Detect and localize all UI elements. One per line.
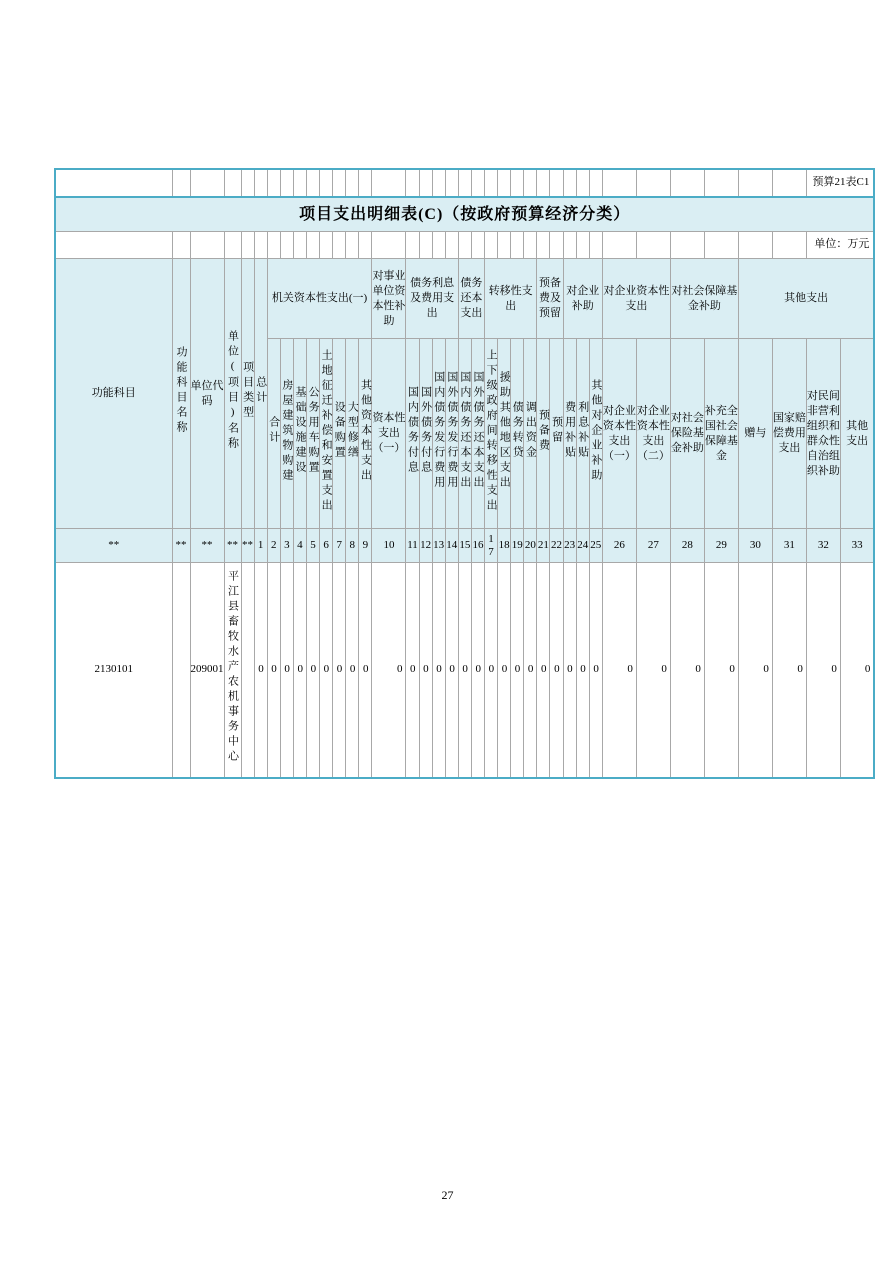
blank-cell bbox=[280, 232, 293, 259]
grand-total-header: 总计 bbox=[254, 259, 267, 529]
blank-cell bbox=[471, 232, 484, 259]
code-cell: 6 bbox=[320, 529, 333, 563]
blank-cell bbox=[346, 232, 359, 259]
blank-cell bbox=[738, 232, 772, 259]
value-cell: 0 bbox=[589, 563, 602, 778]
group-header-cell: 转移性支出 bbox=[485, 259, 537, 339]
value-cell: 0 bbox=[704, 563, 738, 778]
value-cell: 0 bbox=[772, 563, 806, 778]
value-cell: 0 bbox=[840, 563, 874, 778]
column-header-cell: 其他对企业补助 bbox=[589, 339, 602, 529]
blank-cell bbox=[241, 232, 254, 259]
blank-cell bbox=[563, 169, 576, 197]
blank-cell bbox=[589, 169, 602, 197]
code-cell: 29 bbox=[704, 529, 738, 563]
page-number: 27 bbox=[441, 1188, 454, 1202]
value-cell: 0 bbox=[333, 563, 346, 778]
code-cell: 12 bbox=[419, 529, 432, 563]
column-header-cell: 房屋建筑物购建 bbox=[280, 339, 293, 529]
column-header-cell: 国外债务发行费用 bbox=[445, 339, 458, 529]
blank-cell bbox=[550, 169, 563, 197]
blank-cell bbox=[432, 169, 445, 197]
blank-cell bbox=[406, 169, 419, 197]
blank-cell bbox=[267, 169, 280, 197]
code-cell: 1 bbox=[254, 529, 267, 563]
blank-cell bbox=[576, 232, 589, 259]
value-cell: 0 bbox=[280, 563, 293, 778]
column-header-cell: 国内债务还本支出 bbox=[458, 339, 471, 529]
value-cell: 0 bbox=[498, 563, 511, 778]
code-cell: 11 bbox=[406, 529, 419, 563]
blank-cell bbox=[537, 169, 550, 197]
column-header-cell: 公务用车购置 bbox=[306, 339, 319, 529]
value-cell: 0 bbox=[458, 563, 471, 778]
code-cell: 28 bbox=[670, 529, 704, 563]
column-header-cell: 预留 bbox=[550, 339, 563, 529]
blank-cell bbox=[537, 232, 550, 259]
column-header-cell: 调出资金 bbox=[524, 339, 537, 529]
column-header-cell: 债务转贷 bbox=[511, 339, 524, 529]
blank-cell bbox=[602, 232, 636, 259]
column-codes-row bbox=[55, 529, 874, 563]
blank-cell bbox=[224, 232, 241, 259]
value-cell: 0 bbox=[550, 563, 563, 778]
value-cell: 0 bbox=[372, 563, 406, 778]
blank-cell bbox=[406, 232, 419, 259]
blank-cell bbox=[333, 232, 346, 259]
budget-sheet bbox=[54, 168, 875, 779]
blank-cell bbox=[445, 169, 458, 197]
code-cell: 27 bbox=[636, 529, 670, 563]
project-expenditure-table bbox=[54, 168, 875, 779]
blank-cell bbox=[485, 232, 498, 259]
group-header-cell: 对企业补助 bbox=[563, 259, 602, 339]
column-header-cell: 大型修缮 bbox=[346, 339, 359, 529]
group-header-cell: 债务利息及费用支出 bbox=[406, 259, 458, 339]
value-cell: 0 bbox=[471, 563, 484, 778]
blank-cell bbox=[498, 232, 511, 259]
code-cell: ** bbox=[190, 529, 224, 563]
column-header-cell: 国内债务付息 bbox=[406, 339, 419, 529]
group-header-row bbox=[55, 259, 874, 339]
code-cell: 10 bbox=[372, 529, 406, 563]
column-header-cell: 对民间非营利组织和群众性自治组织补助 bbox=[806, 339, 840, 529]
blank-cell bbox=[267, 232, 280, 259]
code-cell: 25 bbox=[589, 529, 602, 563]
blank-cell bbox=[670, 232, 704, 259]
blank-cell bbox=[224, 169, 241, 197]
table-tag: 预算21表C1 bbox=[806, 169, 874, 197]
blank-cell bbox=[485, 169, 498, 197]
code-cell: 16 bbox=[471, 529, 484, 563]
column-header-cell: 费用补贴 bbox=[563, 339, 576, 529]
code-cell: 23 bbox=[563, 529, 576, 563]
blank-cell bbox=[704, 232, 738, 259]
unit-note: 单位：万元 bbox=[806, 232, 874, 259]
blank-cell bbox=[320, 169, 333, 197]
group-header-cell: 债务还本支出 bbox=[458, 259, 484, 339]
code-cell: 17 bbox=[485, 529, 498, 563]
value-cell: 0 bbox=[485, 563, 498, 778]
value-cell: 0 bbox=[511, 563, 524, 778]
code-cell: 13 bbox=[432, 529, 445, 563]
blank-cell bbox=[372, 169, 406, 197]
code-cell: 32 bbox=[806, 529, 840, 563]
blank-cell bbox=[670, 169, 704, 197]
func-name-cell bbox=[172, 563, 190, 778]
blank-cell bbox=[524, 169, 537, 197]
value-cell: 0 bbox=[359, 563, 372, 778]
blank-cell bbox=[772, 169, 806, 197]
code-cell: 7 bbox=[333, 529, 346, 563]
group-header-cell: 对社会保障基金补助 bbox=[670, 259, 738, 339]
table-tag-row bbox=[55, 169, 874, 197]
blank-cell bbox=[636, 169, 670, 197]
value-cell: 0 bbox=[636, 563, 670, 778]
value-cell: 0 bbox=[602, 563, 636, 778]
value-cell: 0 bbox=[670, 563, 704, 778]
code-cell: 22 bbox=[550, 529, 563, 563]
code-cell: ** bbox=[224, 529, 241, 563]
value-cell: 0 bbox=[806, 563, 840, 778]
value-cell: 0 bbox=[293, 563, 306, 778]
blank-cell bbox=[55, 169, 172, 197]
column-header-cell: 国内债务发行费用 bbox=[432, 339, 445, 529]
blank-cell bbox=[511, 232, 524, 259]
value-cell: 0 bbox=[406, 563, 419, 778]
column-header-cell: 赠与 bbox=[738, 339, 772, 529]
blank-cell bbox=[293, 169, 306, 197]
blank-cell bbox=[511, 169, 524, 197]
value-cell: 0 bbox=[563, 563, 576, 778]
blank-cell bbox=[254, 169, 267, 197]
blank-cell bbox=[320, 232, 333, 259]
value-cell: 0 bbox=[432, 563, 445, 778]
column-header-cell: 国外债务还本支出 bbox=[471, 339, 484, 529]
column-header-cell: 资本性支出（一） bbox=[372, 339, 406, 529]
blank-cell bbox=[55, 232, 172, 259]
column-header-cell: 预备费 bbox=[537, 339, 550, 529]
code-cell: 20 bbox=[524, 529, 537, 563]
code-cell: 15 bbox=[458, 529, 471, 563]
blank-cell bbox=[254, 232, 267, 259]
code-cell: 8 bbox=[346, 529, 359, 563]
page-title: 项目支出明细表(C)（按政府预算经济分类） bbox=[55, 197, 874, 232]
code-cell: 26 bbox=[602, 529, 636, 563]
column-header-cell: 对企业资本性支出（二） bbox=[636, 339, 670, 529]
value-cell: 0 bbox=[576, 563, 589, 778]
value-cell: 0 bbox=[524, 563, 537, 778]
value-cell: 0 bbox=[267, 563, 280, 778]
column-header-cell: 上下级政府间转移性支出 bbox=[485, 339, 498, 529]
code-cell: 19 bbox=[511, 529, 524, 563]
blank-cell bbox=[589, 232, 602, 259]
blank-cell bbox=[190, 232, 224, 259]
blank-cell bbox=[445, 232, 458, 259]
code-cell: 4 bbox=[293, 529, 306, 563]
blank-cell bbox=[293, 232, 306, 259]
code-cell: 2 bbox=[267, 529, 280, 563]
blank-cell bbox=[241, 169, 254, 197]
group-header-cell: 机关资本性支出(一) bbox=[267, 259, 372, 339]
column-header-cell: 援助其他地区支出 bbox=[498, 339, 511, 529]
column-header-cell: 国家赔偿费用支出 bbox=[772, 339, 806, 529]
blank-cell bbox=[458, 169, 471, 197]
blank-cell bbox=[306, 232, 319, 259]
blank-cell bbox=[772, 232, 806, 259]
blank-cell bbox=[359, 169, 372, 197]
value-cell: 0 bbox=[738, 563, 772, 778]
blank-cell bbox=[346, 169, 359, 197]
code-cell: ** bbox=[172, 529, 190, 563]
blank-cell bbox=[550, 232, 563, 259]
code-cell: 18 bbox=[498, 529, 511, 563]
group-header-cell: 对企业资本性支出 bbox=[602, 259, 670, 339]
code-cell: 3 bbox=[280, 529, 293, 563]
blank-cell bbox=[563, 232, 576, 259]
blank-cell bbox=[280, 169, 293, 197]
table-title-row bbox=[55, 197, 874, 232]
func-subject-header: 功能科目 bbox=[55, 259, 172, 529]
column-header-cell: 对企业资本性支出（一） bbox=[602, 339, 636, 529]
blank-cell bbox=[432, 232, 445, 259]
code-cell: ** bbox=[241, 529, 254, 563]
unit-code-cell: 209001 bbox=[190, 563, 224, 778]
value-cell: 0 bbox=[254, 563, 267, 778]
blank-cell bbox=[636, 232, 670, 259]
code-cell: 21 bbox=[537, 529, 550, 563]
func-name-header: 功能科目名称 bbox=[172, 259, 190, 529]
column-header-cell: 对社会保险基金补助 bbox=[670, 339, 704, 529]
blank-cell bbox=[372, 232, 406, 259]
code-cell: 5 bbox=[306, 529, 319, 563]
value-cell: 0 bbox=[306, 563, 319, 778]
blank-cell bbox=[190, 169, 224, 197]
value-cell: 0 bbox=[537, 563, 550, 778]
value-cell: 0 bbox=[445, 563, 458, 778]
unit-name-header: 单位(项目)名称 bbox=[224, 259, 241, 529]
unit-code-header: 单位代码 bbox=[190, 259, 224, 529]
blank-cell bbox=[458, 232, 471, 259]
blank-cell bbox=[172, 169, 190, 197]
blank-cell bbox=[419, 169, 432, 197]
blank-cell bbox=[576, 169, 589, 197]
column-header-cell: 其他资本性支出 bbox=[359, 339, 372, 529]
value-cell: 0 bbox=[419, 563, 432, 778]
column-header-cell: 国外债务付息 bbox=[419, 339, 432, 529]
blank-cell bbox=[471, 169, 484, 197]
blank-cell bbox=[498, 169, 511, 197]
code-cell: 30 bbox=[738, 529, 772, 563]
group-header-cell: 其他支出 bbox=[738, 259, 874, 339]
data-row bbox=[55, 563, 874, 778]
blank-cell bbox=[172, 232, 190, 259]
blank-cell bbox=[359, 232, 372, 259]
column-header-cell: 土地征迁补偿和安置支出 bbox=[320, 339, 333, 529]
column-header-cell: 补充全国社会保障基金 bbox=[704, 339, 738, 529]
blank-cell bbox=[602, 169, 636, 197]
column-header-cell: 其他支出 bbox=[840, 339, 874, 529]
code-cell: ** bbox=[55, 529, 172, 563]
value-cell: 0 bbox=[346, 563, 359, 778]
code-cell: 24 bbox=[576, 529, 589, 563]
unit-note-row bbox=[55, 232, 874, 259]
column-header-cell: 设备购置 bbox=[333, 339, 346, 529]
unit-name-cell: 平江县畜牧水产农机事务中心 bbox=[224, 563, 241, 778]
blank-cell bbox=[704, 169, 738, 197]
blank-cell bbox=[524, 232, 537, 259]
code-cell: 31 bbox=[772, 529, 806, 563]
code-cell: 9 bbox=[359, 529, 372, 563]
project-type-header: 项目类型 bbox=[241, 259, 254, 529]
blank-cell bbox=[738, 169, 772, 197]
group-header-cell: 预备费及预留 bbox=[537, 259, 563, 339]
func-code-cell: 2130101 bbox=[55, 563, 172, 778]
column-header-cell: 合计 bbox=[267, 339, 280, 529]
value-cell: 0 bbox=[320, 563, 333, 778]
code-cell: 14 bbox=[445, 529, 458, 563]
code-cell: 33 bbox=[840, 529, 874, 563]
blank-cell bbox=[419, 232, 432, 259]
project-type-cell bbox=[241, 563, 254, 778]
blank-cell bbox=[306, 169, 319, 197]
column-header-cell: 基础设施建设 bbox=[293, 339, 306, 529]
blank-cell bbox=[333, 169, 346, 197]
group-header-cell: 对事业单位资本性补助 bbox=[372, 259, 406, 339]
column-header-cell: 利息补贴 bbox=[576, 339, 589, 529]
